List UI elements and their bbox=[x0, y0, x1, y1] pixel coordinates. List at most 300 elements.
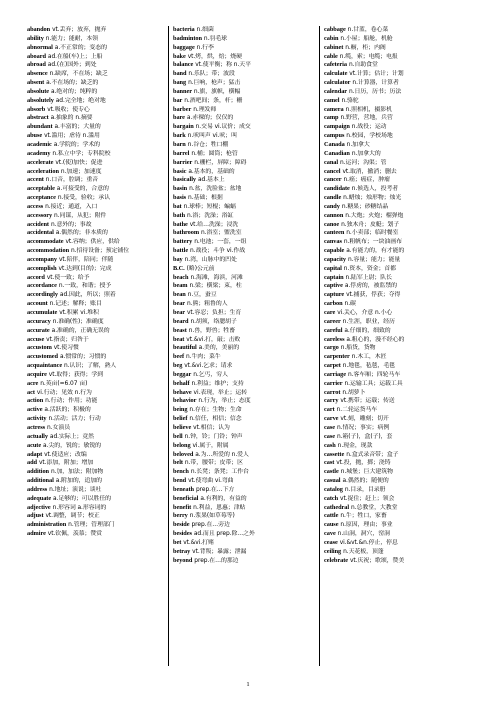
vocab-word: accident bbox=[27, 220, 49, 228]
vocab-word: berry bbox=[173, 512, 188, 520]
vocab-definition: vt.相信；认为 bbox=[193, 424, 230, 431]
vocab-word: absent bbox=[27, 79, 45, 87]
vocab-entry bbox=[27, 123, 163, 132]
vocab-definition: n.运河；沟渠；管 bbox=[340, 159, 387, 166]
vocab-definition: vi.表现，举止；运转 bbox=[193, 389, 248, 396]
vocab-definition: vt.使适应；改编 bbox=[44, 451, 87, 458]
vocab-definition: n.羽毛球 bbox=[203, 35, 227, 42]
vocab-word: adjective bbox=[27, 503, 51, 511]
vocab-word: abandon bbox=[27, 26, 51, 33]
vocab-word: beyond bbox=[173, 556, 193, 564]
vocab-word: bean bbox=[173, 291, 186, 299]
vocab-definition: n.行为，举止；态度 bbox=[198, 398, 251, 405]
vocab-entry bbox=[324, 212, 460, 221]
vocab-definition: ad.在船(车)上；上船 bbox=[47, 53, 103, 60]
vocab-definition: n.存在；生物；生命 bbox=[189, 407, 242, 414]
vocab-entry bbox=[173, 88, 309, 97]
vocab-entry bbox=[27, 159, 163, 168]
vocab-word: bell bbox=[173, 432, 183, 440]
vocab-definition: vt.使弯曲 vi.弯曲 bbox=[188, 478, 234, 485]
vocab-word: beneficial bbox=[173, 494, 199, 502]
vocab-word: beg bbox=[173, 362, 183, 370]
vocab-word: accumulate bbox=[27, 309, 58, 316]
vocab-word: adapt bbox=[27, 450, 43, 458]
vocab-entry bbox=[173, 486, 309, 495]
vocab-entry bbox=[324, 247, 460, 256]
vocab-word: beef bbox=[173, 353, 184, 361]
vocab-word: canal bbox=[324, 158, 339, 166]
vocab-definition: n.情况；事实；病例 bbox=[336, 424, 390, 431]
vocab-word: career bbox=[324, 317, 341, 325]
vocab-entry bbox=[324, 424, 460, 433]
vocab-entry bbox=[324, 442, 460, 451]
vocab-word: candidate bbox=[324, 185, 350, 193]
vocab-word: capture bbox=[324, 291, 345, 299]
vocab-word: betray bbox=[173, 547, 191, 555]
vocab-word: accurate bbox=[27, 326, 50, 334]
vocab-definition: n.缆，索；电缆；电报 bbox=[339, 53, 398, 60]
vocab-definition: n.甘蓝，卷心菜 bbox=[347, 27, 389, 33]
vocab-word: carve bbox=[324, 415, 339, 423]
vocab-word: carrier bbox=[324, 379, 343, 387]
vocab-definition: n.行动；作用；功能 bbox=[45, 398, 98, 405]
vocab-entry bbox=[27, 336, 163, 345]
vocab-entry bbox=[324, 380, 460, 389]
vocab-entry bbox=[173, 221, 309, 230]
vocab-entry bbox=[173, 512, 309, 521]
vocab-definition: a.不正常的；变态的 bbox=[54, 44, 107, 51]
vocab-entry bbox=[173, 353, 309, 362]
vocab-entry bbox=[173, 336, 309, 345]
vocab-entry bbox=[324, 282, 460, 291]
vocab-word: acceleration bbox=[27, 167, 59, 175]
vocab-entry bbox=[173, 61, 309, 70]
vocab-word: carbon bbox=[324, 300, 343, 308]
vocab-definition: n.女演员 bbox=[47, 424, 71, 431]
vocab-entry bbox=[27, 495, 163, 504]
vocab-definition: n.船货，货物 bbox=[340, 345, 376, 352]
vocab-word: cannon bbox=[324, 211, 344, 219]
vocab-entry bbox=[324, 318, 460, 327]
vocab-entry bbox=[173, 548, 309, 557]
vocab-word: admire bbox=[27, 530, 46, 538]
vocab-word: camp bbox=[324, 114, 339, 122]
vocab-word: basin bbox=[173, 185, 188, 193]
vocab-entry bbox=[324, 477, 460, 486]
vocab-entry bbox=[324, 114, 460, 123]
vocab-definition: n.山洞，洞穴，窑洞 bbox=[337, 531, 390, 538]
vocab-word: bat bbox=[173, 202, 182, 210]
vocab-definition: vt.滥用；虐待 n.滥用 bbox=[44, 133, 100, 140]
vocab-definition: n.木工，木匠 bbox=[351, 354, 387, 361]
vocab-entry bbox=[27, 309, 163, 318]
vocab-entry bbox=[173, 70, 309, 79]
vocab-entry bbox=[173, 371, 309, 380]
vocab-definition: n.蜡烛；烛形物；烛光 bbox=[343, 195, 402, 202]
vocab-entry bbox=[27, 26, 163, 35]
vocab-word: catch bbox=[324, 494, 339, 502]
vocab-word: abnormal bbox=[27, 43, 53, 51]
vocab-word: cash bbox=[324, 441, 336, 449]
vocab-definition: vt.达到(目的)；完成 bbox=[58, 265, 112, 272]
vocab-definition: n.准确(性)；准确度 bbox=[52, 318, 104, 325]
vocab-entry bbox=[27, 79, 163, 88]
vocab-definition: n.记述；解释；账目 bbox=[49, 301, 102, 308]
vocab-definition: n.长凳；条凳；工作台 bbox=[190, 469, 249, 476]
vocab-word: cave bbox=[324, 530, 336, 538]
vocab-word: care bbox=[324, 309, 336, 316]
vocab-word: absorb bbox=[27, 105, 46, 113]
vocab-definition: n.骆驼 bbox=[341, 97, 359, 104]
vocab-word: cancer bbox=[324, 176, 342, 184]
vocab-entry bbox=[324, 176, 460, 185]
vocab-entry bbox=[173, 97, 309, 106]
vocab-definition: n.浴室；盥洗室 bbox=[201, 230, 242, 237]
vocab-definition: n.箱(子)，盒(子)，套 bbox=[336, 433, 393, 440]
vocab-word: captain bbox=[324, 273, 344, 281]
vocab-definition: n.胡须，络腮胡子 bbox=[190, 318, 237, 325]
vocab-entry bbox=[27, 61, 163, 70]
vocab-word: address bbox=[27, 485, 48, 493]
vocab-entry bbox=[324, 530, 460, 539]
vocab-definition: n.带，腰带；皮带；区 bbox=[184, 460, 243, 467]
vocab-definition: vi.关心，介意 n.小心 bbox=[337, 310, 393, 316]
vocab-entry bbox=[27, 442, 163, 451]
vocab-entry bbox=[27, 106, 163, 115]
vocab-entry bbox=[27, 150, 163, 159]
vocab-definition: vt.陪伴，陪同；伴随 bbox=[58, 256, 114, 263]
vocab-word: accuse bbox=[27, 335, 45, 343]
column-divider bbox=[168, 26, 169, 666]
vocab-definition: n.认识；了解，熟人 bbox=[64, 363, 117, 370]
vocab-entry bbox=[173, 495, 309, 504]
vocab-word: beneath bbox=[173, 485, 194, 493]
vocab-entry bbox=[324, 238, 460, 247]
vocab-definition: n.口音，腔调；重音 bbox=[45, 177, 99, 184]
vocab-definition: n.英亩(=6.07 亩) bbox=[40, 380, 88, 387]
vocab-definition: n.同谋，从犯；附件 bbox=[54, 212, 107, 219]
vocab-word: acre bbox=[27, 379, 39, 387]
vocab-entry bbox=[173, 229, 309, 238]
vocab-word: beat bbox=[173, 335, 185, 343]
vocab-definition: vt.调整，调节；校正 bbox=[45, 513, 100, 520]
vocab-definition: a.活跃的；积极的 bbox=[44, 407, 91, 414]
vocab-word: calculator bbox=[324, 79, 351, 87]
vocab-definition: ad.而且 prep.除…之外 bbox=[193, 531, 255, 538]
vocab-word: bay bbox=[173, 255, 183, 263]
vocab-word: act bbox=[27, 388, 35, 396]
vocab-word: barrier bbox=[173, 158, 193, 166]
vocab-word: behavior bbox=[173, 397, 197, 405]
vocab-entry bbox=[324, 70, 460, 79]
vocab-definition: n.日历，历书；历法 bbox=[349, 88, 402, 95]
vocab-definition: n.管理；管理部门 bbox=[68, 522, 115, 529]
vocab-entry bbox=[173, 300, 309, 309]
vocab-definition: n.总教堂，大教堂 bbox=[351, 504, 398, 511]
vocab-entry bbox=[173, 389, 309, 398]
vocab-word: capital bbox=[324, 264, 342, 272]
vocab-entry bbox=[324, 274, 460, 283]
vocab-entry bbox=[324, 203, 460, 212]
vocab-definition: n.栅栏，屏障；障碍 bbox=[194, 159, 247, 166]
vocab-entry bbox=[324, 291, 460, 300]
vocab-entry bbox=[173, 176, 309, 185]
vocab-word: actually bbox=[27, 432, 48, 440]
vocab-definition: ad.基本上 bbox=[197, 177, 225, 184]
column-c bbox=[324, 26, 460, 565]
vocab-definition: vt.计算；估计；计划 bbox=[349, 71, 404, 78]
vocab-definition: vt.刻，雕刻；切开 bbox=[340, 416, 389, 423]
vocab-definition: vt.使平衡；称 n.天平 bbox=[195, 62, 251, 69]
vocab-entry bbox=[173, 521, 309, 530]
vocab-word: balance bbox=[173, 61, 194, 69]
vocab-entry bbox=[27, 44, 163, 53]
vocab-entry bbox=[27, 300, 163, 309]
vocab-entry bbox=[324, 504, 460, 513]
vocab-word: administration bbox=[27, 521, 67, 529]
vocab-definition: vt.烤，烘，焙；烧硬 bbox=[187, 53, 242, 60]
vocab-word: basis bbox=[173, 194, 187, 202]
vocab-entry bbox=[324, 88, 460, 97]
vocab-word: accompany bbox=[27, 255, 57, 263]
vocab-definition: n.交易 vi.议价；成交 bbox=[195, 124, 251, 131]
vocab-word: abstract bbox=[27, 114, 49, 122]
vocab-definition: vi.属于，附属 bbox=[192, 442, 229, 449]
vocab-entry bbox=[173, 442, 309, 451]
vocab-entry bbox=[173, 53, 309, 62]
vocab-entry bbox=[27, 451, 163, 460]
vocab-definition: n.粗帆布；一块油画布 bbox=[343, 239, 402, 246]
vocab-definition: n.牛肉；菜牛 bbox=[185, 354, 221, 361]
vocab-word: badminton bbox=[173, 34, 202, 42]
vocab-word: basic bbox=[173, 167, 187, 175]
vocab-word: accommodate bbox=[27, 238, 64, 246]
vocab-definition: a.粗心的，漫不经心的 bbox=[346, 336, 405, 343]
vocab-word: barrel bbox=[173, 149, 190, 157]
vocab-definition: prep.在…下方 bbox=[195, 486, 235, 493]
vocab-word: adjust bbox=[27, 512, 44, 520]
vocab-entry bbox=[173, 26, 309, 35]
vocab-word: accordance bbox=[27, 282, 57, 290]
vocab-word: cancel bbox=[324, 167, 341, 175]
vocab-definition: vt.取得；获得；学到 bbox=[48, 371, 104, 378]
vocab-definition: (略)公元前 bbox=[186, 265, 215, 272]
vocab-definition: n.乐队；带；波段 bbox=[188, 71, 235, 78]
vocab-definition: n.盆，洗脸盆；盆地 bbox=[189, 186, 242, 193]
vocab-word: beard bbox=[173, 317, 189, 325]
vocab-entry bbox=[27, 530, 163, 539]
vocab-entry bbox=[324, 353, 460, 362]
vocab-definition: n.钟，铃；门铃；钟声 bbox=[184, 433, 243, 440]
vocab-word: behave bbox=[173, 388, 192, 396]
vocab-definition: n.候选人，投考者 bbox=[351, 186, 399, 193]
vocab-definition: n.形容词 a.形容词的 bbox=[52, 504, 107, 511]
vocab-entry bbox=[324, 150, 460, 159]
vocab-definition: n.二轮运货马车 bbox=[336, 407, 378, 414]
vocab-word: absolutely bbox=[27, 96, 54, 104]
vocab-definition: n.电池；一套，一组 bbox=[194, 239, 247, 246]
vocab-entry bbox=[27, 397, 163, 406]
vocab-entry bbox=[324, 44, 460, 53]
vocab-definition: ad.实际上；竟然 bbox=[49, 433, 95, 440]
vocab-definition: a.准确的，正确无误的 bbox=[51, 327, 110, 334]
vocab-word: accordingly bbox=[27, 291, 58, 299]
vocab-entry bbox=[173, 309, 309, 318]
vocab-definition: n.接受，验收；承认 bbox=[57, 195, 111, 202]
vocab-entry bbox=[27, 504, 163, 513]
vocab-word: beach bbox=[173, 273, 189, 281]
vocab-definition: n.接近；通道，入口 bbox=[45, 203, 98, 210]
vocab-word: cassette bbox=[324, 450, 345, 458]
vocab-word: bark bbox=[173, 132, 186, 140]
vocab-entry bbox=[27, 362, 163, 371]
vocab-entry bbox=[27, 176, 163, 185]
vocab-definition: a.绝对的；纯粹的 bbox=[50, 88, 98, 95]
vocab-word: camera bbox=[324, 105, 344, 113]
vocab-word: benefit bbox=[173, 503, 192, 511]
vocab-definition: n.野营，营地，兵营 bbox=[340, 115, 393, 122]
vocab-definition: prep.在…的那边 bbox=[194, 557, 239, 564]
vocab-entry bbox=[173, 185, 309, 194]
vocab-definition: n.意外的；事故 bbox=[50, 221, 92, 228]
vocab-definition: n.基础；根据 bbox=[188, 195, 223, 202]
vocab-word: accidental bbox=[27, 229, 54, 237]
vocab-entry bbox=[27, 114, 163, 123]
vocab-word: banner bbox=[173, 87, 192, 95]
vocab-definition: vt.&vi.打赌 bbox=[183, 539, 214, 546]
vocab-definition: n.地址；演说；谈吐 bbox=[49, 486, 102, 493]
vocab-definition: a.美的，美丽的 bbox=[198, 345, 240, 352]
vocab-definition: ad.(在)国外；到处 bbox=[47, 62, 97, 69]
vocab-entry bbox=[173, 106, 309, 115]
vocab-definition: prep.在…旁边 bbox=[191, 522, 230, 529]
vocab-definition: vt.&vi.乞求；请求 bbox=[184, 363, 233, 370]
vocab-word: cabin bbox=[324, 34, 339, 42]
vocab-entry bbox=[324, 512, 460, 521]
vocab-entry bbox=[173, 459, 309, 468]
vocab-word: action bbox=[27, 397, 44, 405]
vocab-entry bbox=[324, 256, 460, 265]
vocab-entry bbox=[173, 141, 309, 150]
vocab-entry bbox=[27, 229, 163, 238]
vocab-definition: vt.(使)加快；促进 bbox=[55, 159, 103, 166]
vocab-definition: vt.容纳；供应，供给 bbox=[65, 239, 120, 246]
vocab-word: beside bbox=[173, 521, 190, 529]
vocab-entry bbox=[324, 406, 460, 415]
vocab-word: behalf bbox=[173, 379, 190, 387]
vocab-entry bbox=[27, 203, 163, 212]
vocab-definition: a.附加的，追加的 bbox=[55, 478, 103, 485]
vocab-entry bbox=[173, 114, 309, 123]
vocab-word: absence bbox=[27, 70, 48, 78]
vocab-word: accord bbox=[27, 273, 45, 281]
column-b bbox=[173, 26, 309, 565]
vocab-definition: n.战役；斗争 vi.作战 bbox=[190, 248, 246, 255]
vocab-word: battery bbox=[173, 238, 193, 246]
vocab-definition: n.陆军上尉；队长 bbox=[345, 274, 392, 281]
vocab-entry bbox=[173, 397, 309, 406]
vocab-word: accelerate bbox=[27, 158, 54, 166]
vocab-entry bbox=[324, 371, 460, 380]
vocab-entry bbox=[173, 424, 309, 433]
vocab-entry bbox=[27, 486, 163, 495]
vocab-word: aboard bbox=[27, 52, 46, 60]
vocab-entry bbox=[27, 274, 163, 283]
vocab-word: accessory bbox=[27, 211, 53, 219]
vocab-entry bbox=[173, 265, 309, 274]
vocab-entry bbox=[27, 282, 163, 291]
vocab-entry bbox=[173, 212, 309, 221]
vocab-word: bear bbox=[173, 300, 186, 308]
vocab-word: bath bbox=[173, 211, 186, 219]
vocab-word: celebrate bbox=[324, 556, 349, 564]
vocab-definition: n.城堡；巨大建筑物 bbox=[340, 469, 393, 476]
vocab-definition: ad.完全地；绝对地 bbox=[55, 97, 106, 104]
vocab-entry bbox=[173, 530, 309, 539]
vocab-entry bbox=[27, 168, 163, 177]
vocab-definition: n.能力；能耐，本领 bbox=[45, 35, 98, 42]
vocab-word: carriage bbox=[324, 370, 346, 378]
vocab-entry bbox=[324, 61, 460, 70]
vocab-entry bbox=[173, 327, 309, 336]
vocab-entry bbox=[27, 141, 163, 150]
vocab-definition: vt.钦佩，羡慕；赞赏 bbox=[47, 531, 103, 538]
vocab-word: carpenter bbox=[324, 353, 350, 361]
vocab-word: absolute bbox=[27, 87, 49, 95]
vocab-entry bbox=[324, 159, 460, 168]
vocab-word: accustomed bbox=[27, 353, 58, 361]
vocab-definition: n.理发师 bbox=[193, 106, 217, 113]
vocab-word: beast bbox=[173, 326, 187, 334]
vocab-word: bar bbox=[173, 96, 183, 104]
vocab-word: casual bbox=[324, 477, 341, 485]
vocab-entry bbox=[324, 539, 460, 548]
vocab-definition: n.自助食堂 bbox=[348, 62, 378, 69]
vocab-entry bbox=[324, 97, 460, 106]
vocab-word: access bbox=[27, 202, 44, 210]
vocab-word: cathedral bbox=[324, 503, 350, 511]
vocab-definition: n.容量；能力；能量 bbox=[347, 256, 401, 263]
vocab-word: belong bbox=[173, 441, 191, 449]
vocab-definition: vt.容忍；负担；生育 bbox=[187, 310, 242, 316]
vocab-word: accommodation bbox=[27, 247, 70, 255]
vocab-entry bbox=[173, 132, 309, 141]
vocab-definition: a.基本的，基础的 bbox=[188, 168, 235, 175]
vocab-definition: n.湾，山脉中的凹处 bbox=[184, 256, 237, 263]
vocab-entry bbox=[27, 238, 163, 247]
vocab-definition: vi.&vt.&n.停止，停息 bbox=[339, 539, 398, 546]
vocab-entry bbox=[173, 44, 309, 53]
vocab-definition: n.海滩，海滨，河滩 bbox=[190, 274, 243, 281]
vocab-entry bbox=[27, 185, 163, 194]
vocab-word: academy bbox=[27, 149, 51, 157]
page-number: 1 bbox=[246, 681, 250, 688]
vocab-entry bbox=[27, 256, 163, 265]
vocab-definition: n.桶；圆筒；枪管 bbox=[191, 150, 238, 157]
vocab-word: calendar bbox=[324, 87, 348, 95]
vocab-definition: n.球棒；短棍；蝙蝠 bbox=[183, 203, 236, 210]
vocab-definition: n.一致，和谐；授予 bbox=[58, 283, 112, 290]
vocab-definition: n.招待设备；预定铺位 bbox=[70, 248, 130, 255]
vocab-word: case bbox=[324, 423, 335, 431]
vocab-entry bbox=[27, 433, 163, 442]
vocab-word: accent bbox=[27, 176, 44, 184]
vocab-word: barn bbox=[173, 140, 186, 148]
vocab-word: cattle bbox=[324, 512, 339, 520]
vocab-entry bbox=[173, 238, 309, 247]
vocab-entry bbox=[27, 468, 163, 477]
vocab-definition: vt.指责；归咎于 bbox=[46, 336, 89, 343]
